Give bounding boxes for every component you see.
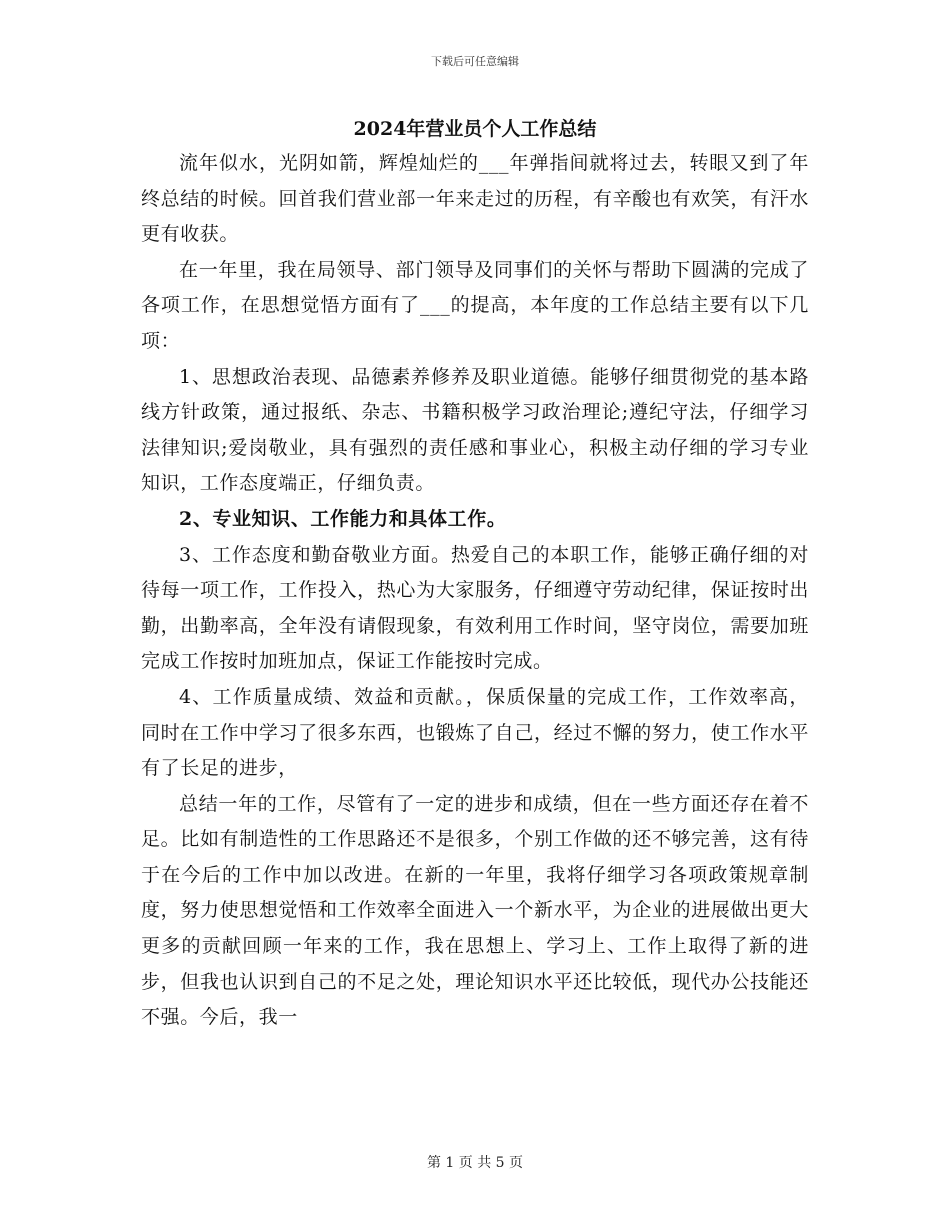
paragraph-item-3: 3、工作态度和勤奋敬业方面。热爱自己的本职工作，能够正确仔细的对待每一项工作，工作投入，热心为大家服务，仔细遵守劳动纪律，保证按时出勤，出勤率高，全年没有请假现象，有效利用工作时间，坚守岗位，需要加班完成工作按时加班加点，保证工作能按时完成。 xyxy=(141,543,809,673)
paragraph-item-4: 4、工作质量成绩、效益和贡献。，保质保量的完成工作，工作效率高，同时在工作中学习了很多东西，也锻炼了自己，经过不懈的努力，使工作水平有了长足的进步， xyxy=(141,685,809,780)
paragraph-intro: 流年似水，光阴如箭，辉煌灿烂的___年弹指间就将过去，转眼又到了年终总结的时候。回首我们营业部一年来走过的历程，有辛酸也有欢笑，有汗水更有收获。 xyxy=(141,152,809,246)
paragraph-item-2-heading: 2、专业知识、工作能力和具体工作。 xyxy=(179,507,507,530)
page-number: 第 1 页 共 5 页 xyxy=(426,1155,524,1171)
document-title: 2024年营业员个人工作总结 xyxy=(353,118,597,140)
paragraph-item-1: 1、思想政治表现、品德素养修养及职业道德。能够仔细贯彻党的基本路线方针政策，通过报纸、杂志、书籍积极学习政治理论;遵纪守法，仔细学习法律知识;爱岗敬业，具有强烈的责任感和事业心，积极主动仔细的学习专业知识，工作态度端正，仔细负责。 xyxy=(141,365,809,495)
paragraph-summary: 总结一年的工作，尽管有了一定的进步和成绩，但在一些方面还存在着不足。比如有制造性的工作思路还不是很多，个别工作做的还不够完善，这有待于在今后的工作中加以改进。在新的一年里，我将仔细学习各项政策规章制度，努力使思想觉悟和工作效率全面进入一个新水平，为企业的进展做出更大更多的贡献回顾一年来的工作，我在思想上、学习上、工作上取得了新的进步，但我也认识到自己的不足之处，理论知识水平还比较低，现代办公技能还不强。今后，我一 xyxy=(141,792,809,1029)
paragraph-overview: 在一年里，我在局领导、部门领导及同事们的关怀与帮助下圆满的完成了各项工作，在思想觉悟方面有了___的提高，本年度的工作总结主要有以下几项： xyxy=(141,258,809,352)
header-note: 下载后可任意编辑 xyxy=(431,55,519,68)
document-body xyxy=(141,146,809,1036)
